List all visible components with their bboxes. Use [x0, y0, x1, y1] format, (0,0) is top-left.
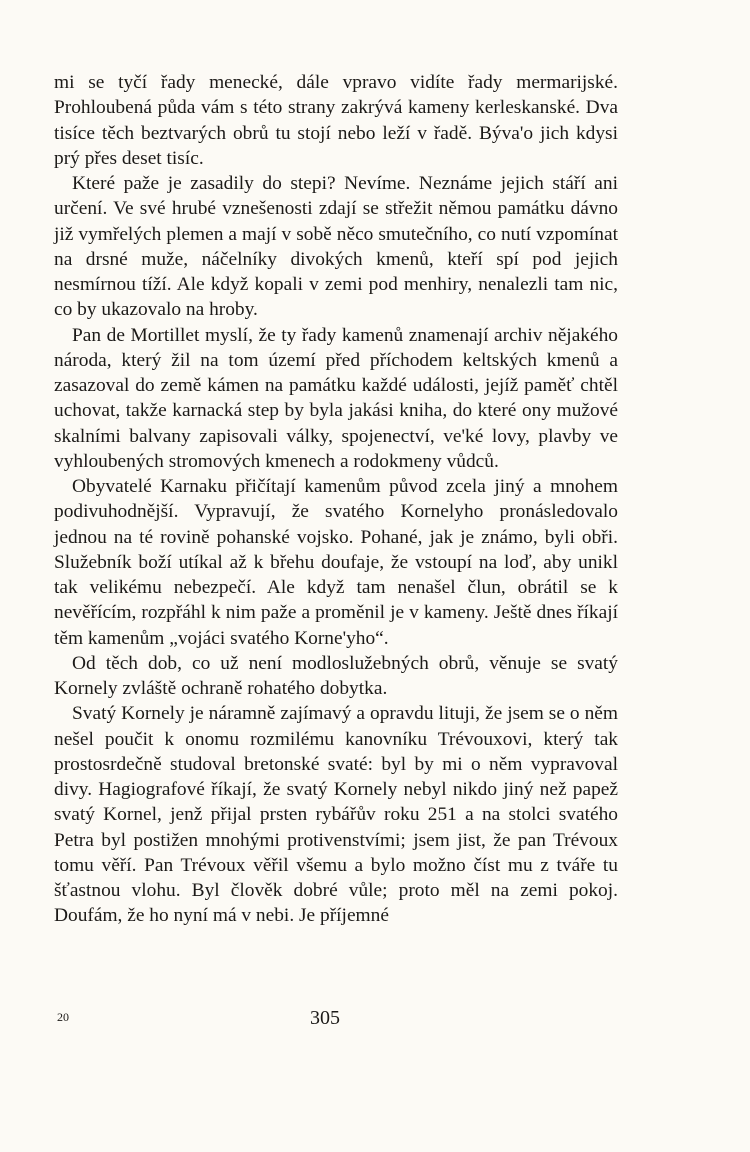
- paragraph-5: Od těch dob, co už není modloslužebných obrů, věnuje se svatý Kornely zvláště ochraně rohatého dobytka.: [54, 652, 618, 699]
- paragraph-4: Obyvatelé Karnaku přičítají kamenům původ zcela jiný a mnohem podivuhodnější. Vypravují, že svatého Kornelyho pronásledovalo jednou na té rovině pohanské vojsko. Pohané, jak je známo, byli obři. Služebník boží utíkal až k břehu doufaje, že vstoupí na loď, aby unikl tak velikému nebezpečí. Ale když tam nenašel člun, obrátil se k nevěřícím, rozpřáhl k nim paže a proměnil je v kameny. Ještě dnes říkají těm kamenům „vojáci svatého Korne'yho“.: [54, 476, 618, 649]
- signature-mark: 20: [57, 1010, 69, 1024]
- paragraph-6: Svatý Kornely je náramně zajímavý a opravdu lituji, že jsem se o něm nešel poučit k onomu rozmilému kanovníku Trévouxovi, který tak prostosrdečně studoval bretonské svaté: byl by mi o něm vypravoval divy. Hagiografové říkají, že svatý Kornely nebyl nikdo jiný než papež svatý Kornel, jenž přijal prsten rybářův roku 251 a na stolci svatého Petra byl postižen mnohými protivenstvími; jsem jist, že pan Trévoux tomu věří. Pan Trévoux věřil všemu a bylo možno číst mu z tváře tu šťastnou vlohu. Byl člověk dobré vůle; proto měl na zemi pokoj. Doufám, že ho nyní má v nebi. Je příjemné: [54, 703, 618, 927]
- body-text: [54, 70, 618, 929]
- paragraph-1: mi se tyčí řady menecké, dále vpravo vidíte řady mermarijské. Prohloubená půda vám s této strany zakrývá kameny kerleskanské. Dva tisíce těch beztvarých obrů tu stojí nebo leží v řadě. Býva'o jich kdysi prý přes deset tisíc.: [54, 72, 618, 169]
- page-number: 305: [310, 1007, 340, 1029]
- paragraph-3: Pan de Mortillet myslí, že ty řady kamenů znamenají archiv nějakého národa, který žil na tom území před příchodem keltských kmenů a zasazoval do země kámen na památku každé události, jejíž paměť chtěl uchovat, takže karnacká step by byla jakási kniha, do které ony mužové skalními balvany zapisovali války, spojenectví, ve'ké lovy, plavby ve vyhloubených stromových kmenech a rodokmeny vůdců.: [54, 324, 618, 472]
- page-footer: [0, 1007, 750, 1040]
- paragraph-2: Které paže je zasadily do stepi? Nevíme. Neznáme jejich stáří ani určení. Ve své hrubé vznešenosti zdají se střežit němou památku dávno již vymřelých plemen a mají v sobě něco smutečního, co nutí vzpomínat na drsné muže, náčelníky divokých kmenů, kteří spí pod jejich nesmírnou tíží. Ale když kopali v zemi pod menhiry, nenalezli tam nic, co by ukazovalo na hroby.: [54, 173, 618, 321]
